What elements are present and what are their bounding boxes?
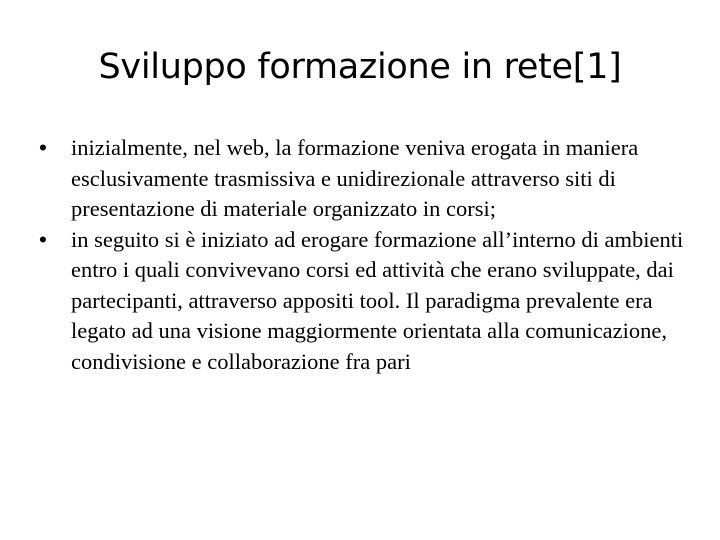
slide-title: Sviluppo formazione in rete[1] <box>98 47 622 87</box>
bullet-list <box>36 133 686 377</box>
bullet-icon: • <box>39 135 47 160</box>
bullet-icon: • <box>39 226 47 252</box>
bullet-text: in seguito si è iniziato ad erogare formazione all’interno di ambienti entro i quali convivevano corsi ed attività che erano sviluppate, dai partecipanti, attraverso appositi tool. Il paradigma prevalente era legato ad una visione maggiormente orientata alla comunicazione, condivisione e collaborazione fra pari <box>71 226 684 374</box>
bullet-item <box>36 133 686 225</box>
bullet-text: inizialmente, nel web, la formazione veniva erogata in maniera esclusivamente trasmissiva e unidirezionale attraverso siti di presentazione di materiale organizzato in corsi; <box>71 135 639 221</box>
bullet-item <box>36 225 686 378</box>
slide-body <box>36 133 686 377</box>
